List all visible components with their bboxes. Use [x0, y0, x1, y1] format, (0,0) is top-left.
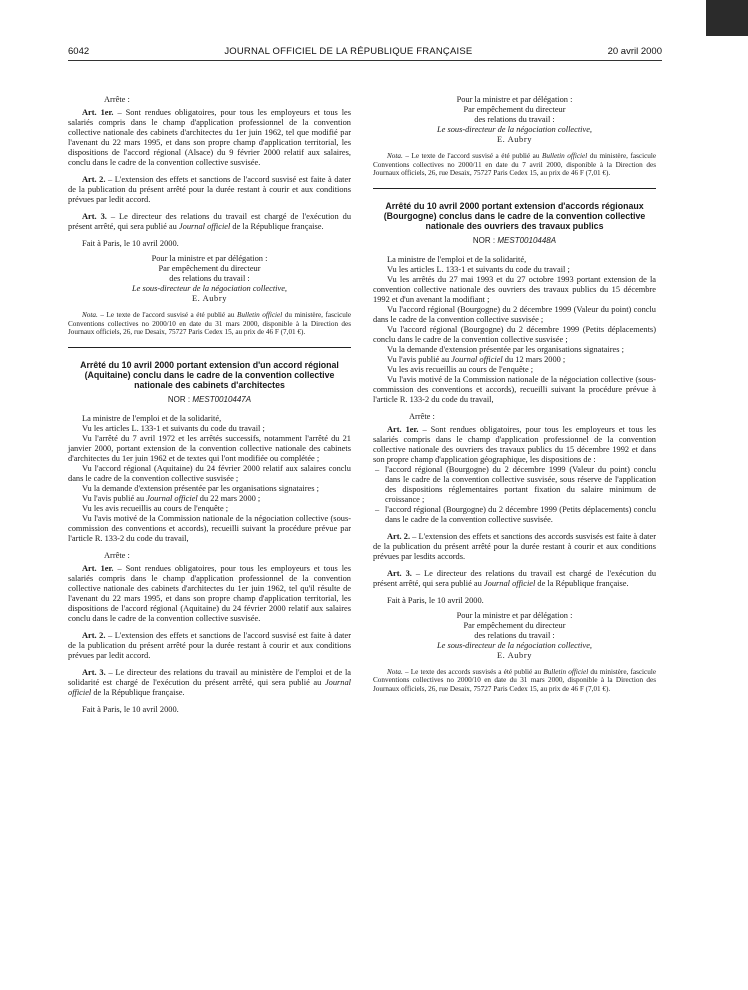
- nota-text: du ministère, fascicule Conventions collectives no 2000/10 en date du 31 mars 2000, disponible à la Direction des Journaux officiels, 26, rue Desaix, 75727 Paris Cedex 15, au prix de 46 F (7,01 €).: [373, 667, 657, 693]
- nor-label: NOR :: [167, 394, 191, 404]
- visa: Vu les avis recueillis au cours de l'enquête ;: [82, 503, 229, 513]
- journal-reference: Journal officiel: [178, 222, 231, 231]
- signature-block: [373, 95, 656, 145]
- fait-line: Fait à Paris, le 10 avril 2000.: [387, 595, 484, 605]
- article-1: [68, 564, 351, 624]
- article-text: – L'extension des effets et sanctions des accords susvisés est faite à dater de la publication du présent arrêté pour la durée restant à courir et aux conditions prévues par lesdits accords.: [373, 531, 656, 561]
- article-text: – L'extension des effets et sanctions de l'accord susvisé est faite à dater de la publication du présent arrêté pour la durée restant à courir et aux conditions prévues par ledit accord.: [68, 630, 351, 660]
- journal-reference: Journal officiel: [146, 493, 198, 503]
- signature-block: [373, 611, 656, 661]
- signature-title: Le sous-directeur de la négociation collective,: [436, 640, 593, 650]
- article-3: [68, 668, 351, 698]
- nor-label: NOR :: [472, 235, 496, 245]
- nota: [373, 152, 656, 178]
- article-1-list: [373, 465, 656, 525]
- signature-line: Pour la ministre et par délégation :: [151, 254, 268, 263]
- signatory-name: E. Aubry: [496, 650, 533, 660]
- article-label: Art. 3.: [82, 212, 107, 221]
- article-3: [68, 212, 351, 232]
- article-label: Art. 3.: [387, 568, 412, 578]
- fait-line: Fait à Paris, le 10 avril 2000.: [82, 239, 179, 248]
- article-text: – Sont rendues obligatoires, pour tous les employeurs et tous les salariés compris dans le champ d'application professionnel de la convention collective nationale des cabinets d'architectes du 1er juin 1962, tel que modifié par l'avenant du 22 mars 1995, et dans son propre champ d'application territorial, les dispositions de l'accord régional (Alsace) du 9 février 2000 relatif aux salaires, conclu dans le cadre de la convention collective susvisée.: [68, 108, 352, 167]
- article-text: de la République française.: [93, 687, 185, 697]
- article-text: de la République française.: [537, 578, 629, 588]
- arrete-label: Arrête :: [104, 95, 130, 104]
- article-text: – Le directeur des relations du travail est chargé de l'exécution du présent arrêté, qui sera publié au: [68, 212, 352, 231]
- section-separator: [373, 188, 656, 189]
- visa: Vu les arrêtés du 27 mai 1993 et du 27 octobre 1993 portant extension de la convention collective nationale des ouvriers des travaux publics du 15 décembre 1992 et d'un avenant la modifiant ;: [373, 274, 656, 304]
- nor-reference: [373, 236, 656, 246]
- visa: Vu l'accord régional (Bourgogne) du 2 décembre 1999 (Valeur du point) conclu dans le cadre de la convention collective susvisée ;: [373, 304, 656, 324]
- decree-title: Arrêté du 10 avril 2000 portant extension d'accords régionaux (Bourgogne) conclus dans le cadre de la convention collective nationale des ouvriers des travaux publics: [383, 200, 646, 231]
- visa: Vu la demande d'extension présentée par les organisations signataires ;: [82, 483, 319, 493]
- visa: Vu l'accord régional (Aquitaine) du 24 février 2000 relatif aux salaires conclu dans le cadre de la convention collective susvisée ;: [68, 463, 351, 483]
- journal-reference: Journal officiel: [68, 677, 351, 697]
- left-column: [68, 95, 351, 715]
- visa: Vu la demande d'extension présentée par les organisations signataires ;: [387, 344, 624, 354]
- journal-title: JOURNAL OFFICIEL DE LA RÉPUBLIQUE FRANÇAISE: [224, 46, 473, 57]
- signature-line: Par empêchement du directeur: [463, 620, 566, 630]
- issue-date: 20 avril 2000: [607, 46, 662, 57]
- article-text: – Sont rendues obligatoires, pour tous les employeurs et tous les salariés compris dans le champ d'application professionnel de la convention collective nationale des ouvriers des travaux publics du 15 décembre 1992 et dans son propre champ d'application géographique, les dispositions de :: [373, 424, 657, 464]
- visa-intro: La ministre de l'emploi et de la solidarité,: [387, 254, 527, 264]
- signature-line: Pour la ministre et par délégation :: [456, 95, 573, 104]
- signatory-name: E. Aubry: [496, 135, 533, 144]
- article-label: Art. 2.: [82, 630, 106, 640]
- bulletin-reference: Bulletin officiel: [236, 311, 283, 319]
- article-text: – L'extension des effets et sanctions de l'accord susvisé est faite à dater de la publication du présent arrêté pour la durée restant à courir et aux conditions prévues par ledit accord.: [68, 175, 351, 204]
- article-label: Art. 3.: [82, 667, 106, 677]
- visa-intro: La ministre de l'emploi et de la solidarité,: [82, 413, 222, 423]
- article-text: de la République française.: [232, 222, 324, 231]
- list-item: – l'accord régional (Bourgogne) du 2 décembre 1999 (Petits déplacements) conclu dans le cadre de la convention collective susvisée.: [385, 505, 656, 525]
- nota-text: du ministère, fascicule Conventions collectives no 2000/11 en date du 7 avril 2000, disponible à la Direction des Journaux officiels, 26, rue Desaix, 75727 Paris Cedex 15, au prix de 46 F (7,01 €).: [373, 152, 657, 178]
- nota-text: – Le texte de l'accord susvisé a été publié au: [100, 311, 235, 319]
- article-3: [373, 569, 656, 589]
- article-1: [373, 425, 656, 465]
- bulletin-reference: Bulletin officiel: [541, 152, 588, 160]
- nota-label: Nota.: [387, 667, 403, 676]
- signature-line: des relations du travail :: [474, 630, 555, 640]
- visa: Vu les avis recueillis au cours de l'enquête ;: [387, 364, 534, 374]
- signature-line: Par empêchement du directeur: [463, 105, 566, 114]
- page-corner-mark: [706, 0, 748, 36]
- article-label: Art. 1er.: [82, 108, 114, 117]
- visa: [68, 494, 351, 504]
- signatory-name: E. Aubry: [191, 294, 228, 303]
- visa: Vu l'accord régional (Bourgogne) du 2 décembre 1999 (Petits déplacements) conclu dans le cadre de la convention collective susvisée ;: [373, 324, 656, 344]
- nota: [373, 668, 656, 694]
- signature-line: Pour la ministre et par délégation :: [456, 610, 573, 620]
- signature-line: Par empêchement du directeur: [158, 264, 261, 273]
- nota-text: – Le texte de l'accord susvisé a été publié au: [405, 152, 540, 160]
- nor-reference: [68, 395, 351, 405]
- visa: Vu l'avis motivé de la Commission nationale de la négociation collective (sous-commission des conventions et accords), recueilli suivant la procédure prévue à l'article R. 133-2 du code du travail,: [373, 374, 656, 404]
- visa-text: du 22 mars 2000 ;: [199, 493, 261, 503]
- article-2: [68, 631, 351, 661]
- signature-block: [68, 254, 351, 304]
- signature-title: Le sous-directeur de la négociation collective,: [436, 125, 593, 134]
- right-column: [373, 95, 656, 694]
- article-text: – Le directeur des relations du travail est chargé de l'exécution du présent arrêté, qui sera publié au: [373, 568, 657, 588]
- fait-line: Fait à Paris, le 10 avril 2000.: [82, 704, 179, 714]
- article-1: [68, 108, 351, 168]
- visa-text: Vu l'avis publié au: [82, 493, 145, 503]
- nota-text: du ministère, fascicule Conventions collectives no 2000/10 en date du 31 mars 2000, disponible à la Direction des Journaux officiels, 26, rue Desaix, 75727 Paris Cedex 15, au prix de 46 F (7,01 €).: [68, 311, 352, 337]
- article-text: – Sont rendues obligatoires, pour tous les employeurs et tous les salariés compris dans le champ d'application professionnel de la convention collective nationale des cabinets d'architectes du 1er juin 1962, tel qu'il résulte de l'avenant du 22 mars 1995, et dans son propre champ d'application territorial, les dispositions de l'accord régional (Aquitaine) du 24 février 2000 relatif aux salaires conclu dans le cadre de la convention collective susvisée.: [68, 563, 352, 623]
- article-2: [68, 175, 351, 205]
- nota-label: Nota.: [82, 311, 98, 319]
- signature-line: des relations du travail :: [169, 274, 250, 283]
- visa-text: du 12 mars 2000 ;: [504, 354, 566, 364]
- nor-code: MEST0010448A: [497, 235, 557, 245]
- decree-title: Arrêté du 10 avril 2000 portant extension d'un accord régional (Aquitaine) conclu dans le cadre de la convention collective nationale des cabinets d'architectes: [80, 359, 339, 390]
- arrete-label: Arrête :: [409, 411, 435, 421]
- header-rule: [68, 60, 662, 61]
- visa: Vu les articles L. 133-1 et suivants du code du travail ;: [387, 264, 570, 274]
- bulletin-reference: Bulletin officiel: [543, 667, 589, 676]
- article-text: – Le directeur des relations du travail au ministère de l'emploi et de la solidarité est chargé de l'exécution du présent arrêté, qui sera publié au: [68, 667, 351, 687]
- article-2: [373, 532, 656, 562]
- article-label: Art. 2.: [387, 531, 411, 541]
- article-label: Art. 2.: [82, 175, 106, 184]
- article-label: Art. 1er.: [387, 424, 419, 434]
- visa: Vu l'arrêté du 7 avril 1972 et les arrêtés successifs, notamment l'arrêté du 21 janvier 2000, portant extension de la convention collective nationale des cabinets d'architectes du 1er juin 1962 et de textes qui l'ont modifiée ou complétée ;: [68, 433, 351, 463]
- journal-reference: Journal officiel: [451, 354, 503, 364]
- page-number: 6042: [68, 46, 90, 57]
- visa: Vu les articles L. 133-1 et suivants du code du travail ;: [82, 423, 265, 433]
- section-separator: [68, 347, 351, 348]
- nor-code: MEST0010447A: [192, 394, 252, 404]
- arrete-label: Arrête :: [104, 550, 130, 560]
- signature-line: des relations du travail :: [474, 115, 555, 124]
- journal-reference: Journal officiel: [483, 578, 536, 588]
- nota-text: – Le texte des accords susvisés a été publié au: [404, 667, 542, 676]
- signature-title: Le sous-directeur de la négociation collective,: [131, 284, 288, 293]
- visa: Vu l'avis motivé de la Commission nationale de la négociation collective (sous-commission des conventions et accords), recueilli suivant la procédure prévue par l'article R. 133-2 du code du travail,: [68, 513, 351, 543]
- nota-label: Nota.: [387, 152, 403, 160]
- article-label: Art. 1er.: [82, 563, 114, 573]
- nota: [68, 311, 351, 337]
- visa-text: Vu l'avis publié au: [387, 354, 450, 364]
- visa: [373, 355, 656, 365]
- page-header: [68, 46, 662, 57]
- list-item: – l'accord régional (Bourgogne) du 2 décembre 1999 (Valeur du point) conclu dans le cadre de la convention collective susvisée, sous réserve de l'application des dispositions réglementaires portant fixation du salaire minimum de croissance ;: [385, 465, 656, 505]
